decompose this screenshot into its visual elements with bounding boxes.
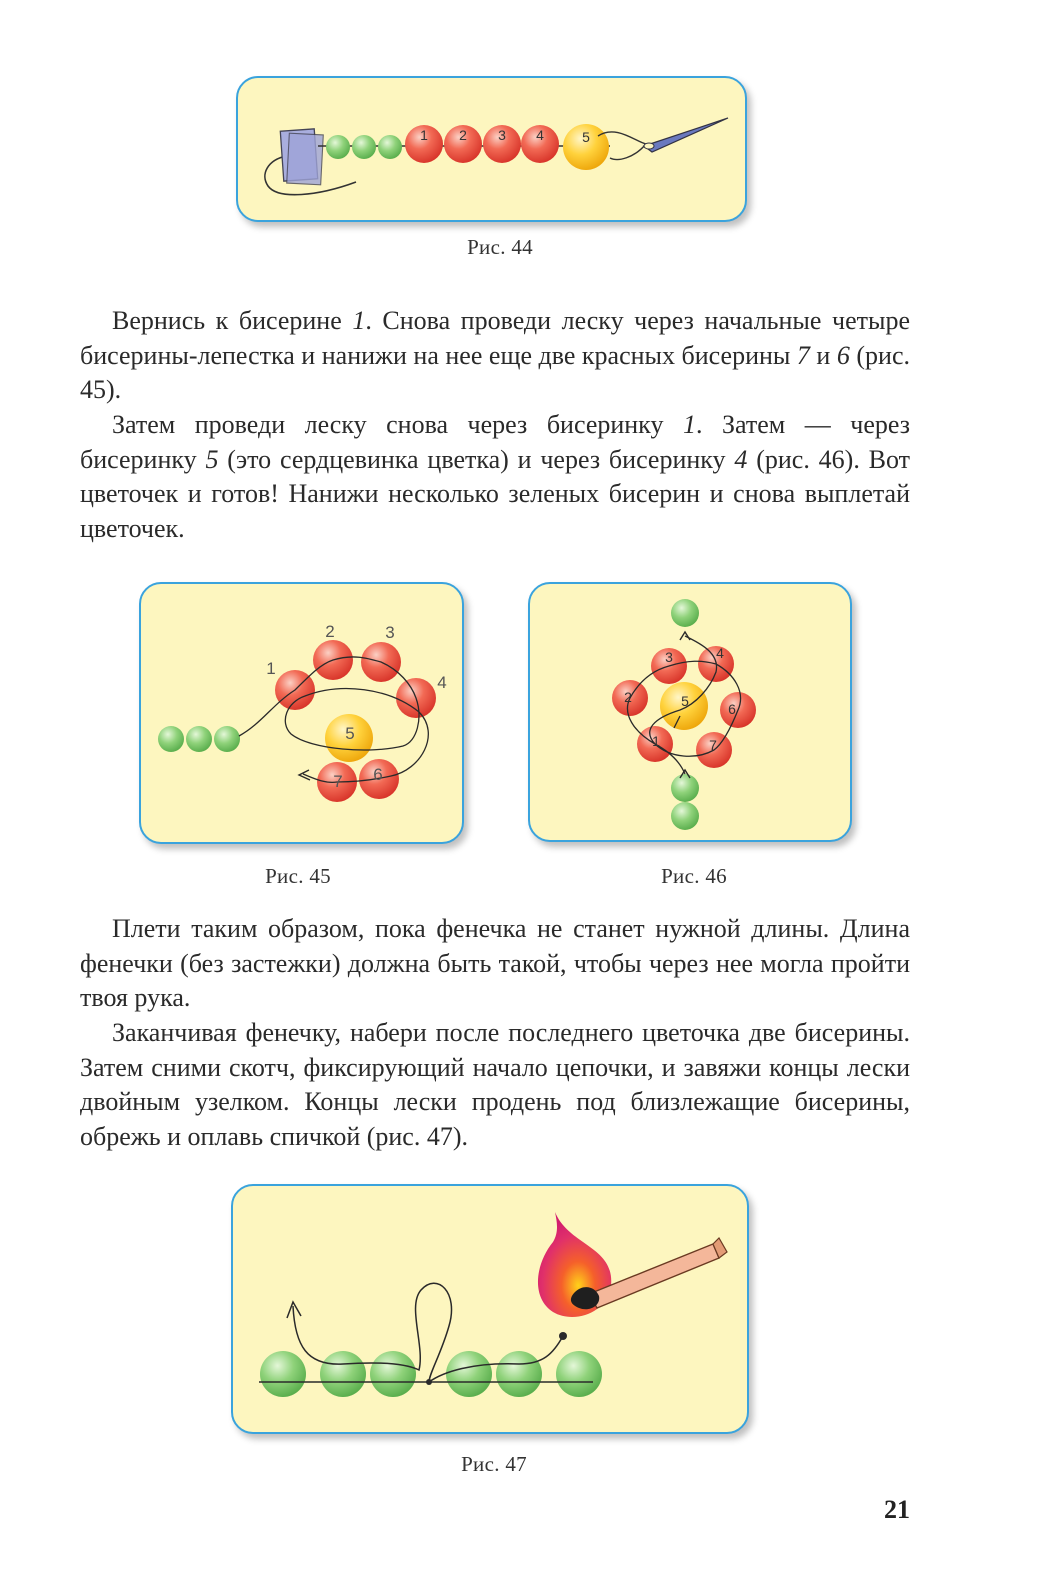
bead-label: 4 <box>536 127 544 143</box>
green-bead <box>260 1351 306 1397</box>
bead-label: 1 <box>266 659 276 678</box>
bead-label: 5 <box>681 693 689 709</box>
bead-label: 2 <box>459 127 467 143</box>
figure-45 <box>139 582 464 844</box>
bead-label: 6 <box>373 765 383 784</box>
bead-label: 2 <box>624 689 632 705</box>
green-bead <box>370 1351 416 1397</box>
page-number: 21 <box>884 1495 910 1524</box>
figure-47-caption: Рис. 47 <box>461 1452 527 1476</box>
green-bead <box>671 802 699 830</box>
bead-label: 6 <box>728 701 736 717</box>
bead-label: 5 <box>582 129 590 145</box>
bead-label: 3 <box>385 623 395 642</box>
bead-label: 7 <box>709 737 717 753</box>
bead-label: 7 <box>333 772 343 791</box>
paragraph-4: Заканчивая фенечку, набери после последнего цветочка две бисерины. Затем сними скотч, фиксирующий начало цепочки, и завяжи концы лески двойным узелком. Концы лески продень под близлежащие бисерины, обрежь и оплавь спичкой (рис. 47). <box>80 1018 910 1151</box>
green-bead <box>446 1351 492 1397</box>
green-bead <box>671 599 699 627</box>
figure-44-caption: Рис. 44 <box>467 235 533 259</box>
bead-label: 4 <box>437 673 447 692</box>
green-bead <box>496 1351 542 1397</box>
bead-label: 5 <box>345 724 355 743</box>
green-bead <box>556 1351 602 1397</box>
bead-label: 4 <box>716 645 724 661</box>
green-bead <box>352 135 376 159</box>
paragraph-2: Затем проведи леску снова через бисеринку 1. Затем — через бисеринку 5 (это сердцевинка цветка) и через бисеринку 4 (рис. 46). Вот цветочек и готов! Нанижи несколько зеленых бисерин и снова выплетай цветочек. <box>80 410 911 543</box>
figure-46-illustration <box>530 584 850 840</box>
bead-label: 2 <box>325 622 335 641</box>
figure-45-illustration <box>141 584 462 842</box>
bead-label: 1 <box>420 127 428 143</box>
figure-46 <box>528 582 852 842</box>
figure-44-illustration <box>238 78 745 220</box>
bead-label: 3 <box>498 127 506 143</box>
figure-47 <box>231 1184 749 1434</box>
green-bead <box>326 135 350 159</box>
bead-label: 3 <box>665 649 673 665</box>
green-bead <box>671 774 699 802</box>
tape-piece <box>280 129 323 185</box>
paragraph-3: Плети таким образом, пока фенечка не станет нужной длины. Длина фенечки (без застежки) должна быть такой, чтобы через нее могла пройти твоя рука. <box>80 914 910 1012</box>
green-bead <box>320 1351 366 1397</box>
needle-icon <box>644 118 728 152</box>
green-bead <box>214 726 240 752</box>
figure-46-caption: Рис. 46 <box>661 864 727 888</box>
paragraph-1: Вернись к бисерине 1. Снова проведи леску через начальные четыре бисерины-лепестка и нанижи на нее еще две красных бисерины 7 и 6 (рис. 45). <box>80 306 910 404</box>
figure-44 <box>236 76 747 222</box>
green-bead <box>158 726 184 752</box>
figure-45-caption: Рис. 45 <box>265 864 331 888</box>
green-bead <box>378 135 402 159</box>
bead-label: 1 <box>652 733 660 749</box>
figure-47-illustration <box>233 1186 747 1432</box>
green-bead <box>186 726 212 752</box>
